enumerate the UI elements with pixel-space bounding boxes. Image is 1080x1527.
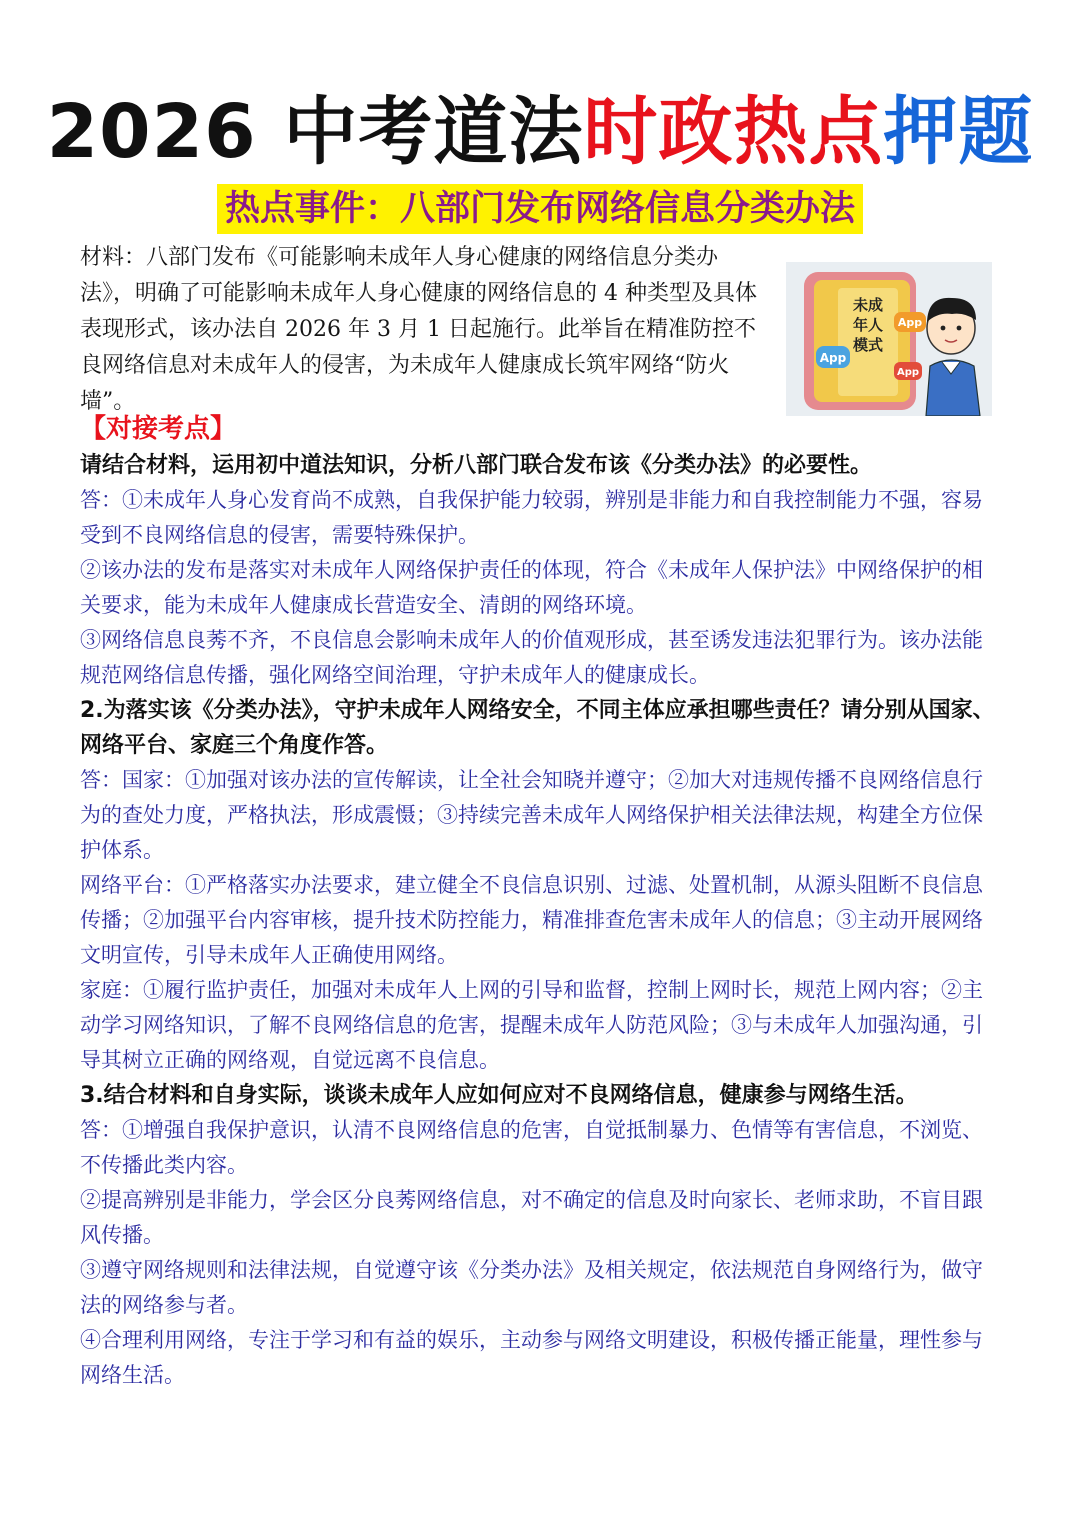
answer-3-point-2: ②提高辨别是非能力，学会区分良莠网络信息，对不确定的信息及时向家长、老师求助，不盲目跟风传播。	[80, 1188, 983, 1247]
material-paragraph: 材料：八部门发布《可能影响未成年人身心健康的网络信息分类办法》，明确了可能影响未成年人身心健康的网络信息的 4 种类型及具体表现形式，该办法自 2026 年 3 月 1 日起施行。此举旨在精准防控不良网络信息对未成年人的侵害，为未成年人健康成长筑牢网络“防火墙”。	[80, 245, 757, 414]
answer-2-family: 家庭：①履行监护责任，加强对未成年人上网的引导和监督，控制上网时长，规范上网内容；②主动学习网络知识，了解不良网络信息的危害，提醒未成年人防范风险；③与未成年人加强沟通，引导其树立正确的网络观，自觉远离不良信息。	[80, 978, 983, 1072]
answer-3-point-3: ③遵守网络规则和法律法规，自觉遵守该《分类办法》及相关规定，依法规范自身网络行为，做守法的网络参与者。	[80, 1258, 983, 1317]
section-tag-exam-points: 【对接考点】	[80, 414, 237, 444]
app-label-bottom: App	[896, 367, 920, 378]
answer-1-point-3: ③网络信息良莠不齐，不良信息会影响未成年人的价值观形成，甚至诱发违法犯罪行为。该办法能规范网络信息传播，强化网络空间治理，守护未成年人的健康成长。	[80, 628, 983, 687]
boy-eye-left	[941, 326, 946, 331]
question-3: 3.结合材料和自身实际，谈谈未成年人应如何应对不良网络信息，健康参与网络生活。	[80, 1083, 918, 1108]
book-text-3: 模式	[852, 336, 884, 354]
minor-mode-illustration	[786, 262, 992, 416]
question-answer-list	[80, 448, 1000, 1393]
book-text-1: 未成	[852, 296, 884, 314]
answer-2-country: 答：国家：①加强对该办法的宣传解读，让全社会知晓并遵守；②加大对违规传播不良网络信息行为的查处力度，严格执法，形成震慑；③持续完善未成年人网络保护相关法律法规，构建全方位保护体系。	[80, 768, 983, 862]
title-blue-part: 押题	[883, 89, 1034, 175]
app-label-top: App	[897, 316, 923, 329]
hot-event-subtitle: 热点事件：八部门发布网络信息分类办法	[217, 184, 863, 234]
answer-1-point-1: 答：①未成年人身心发育尚不成熟，自我保护能力较弱，辨别是非能力和自我控制能力不强，容易受到不良网络信息的侵害，需要特殊保护。	[80, 488, 983, 547]
question-2: 2.为落实该《分类办法》，守护未成年人网络安全，不同主体应承担哪些责任？请分别从国家、网络平台、家庭三个角度作答。	[80, 698, 995, 758]
boy-eye-right	[957, 326, 962, 331]
title-black-part: 2026 中考道法	[46, 89, 584, 175]
answer-1-point-2: ②该办法的发布是落实对未成年人网络保护责任的体现，符合《未成年人保护法》中网络保护的相关要求，能为未成年人健康成长营造安全、清朗的网络环境。	[80, 558, 983, 617]
answer-3-point-1: 答：①增强自我保护意识，认清不良网络信息的危害，自觉抵制暴力、色情等有害信息，不浏览、不传播此类内容。	[80, 1118, 983, 1177]
page-title	[0, 88, 1080, 176]
title-red-part: 时政热点	[583, 89, 884, 175]
answer-2-platform: 网络平台：①严格落实办法要求，建立健全不良信息识别、过滤、处置机制，从源头阻断不良信息传播；②加强平台内容审核，提升技术防控能力，精准排查危害未成年人的信息；③主动开展网络文明宣传，引导未成年人正确使用网络。	[80, 873, 983, 967]
answer-3-point-4: ④合理利用网络，专注于学习和有益的娱乐，主动参与网络文明建设，积极传播正能量，理性参与网络生活。	[80, 1328, 983, 1387]
subtitle-banner	[0, 184, 1080, 234]
book-text-2: 年人	[852, 316, 884, 334]
question-1: 请结合材料，运用初中道法知识，分析八部门联合发布该《分类办法》的必要性。	[80, 453, 873, 478]
app-label-left: App	[819, 351, 847, 365]
